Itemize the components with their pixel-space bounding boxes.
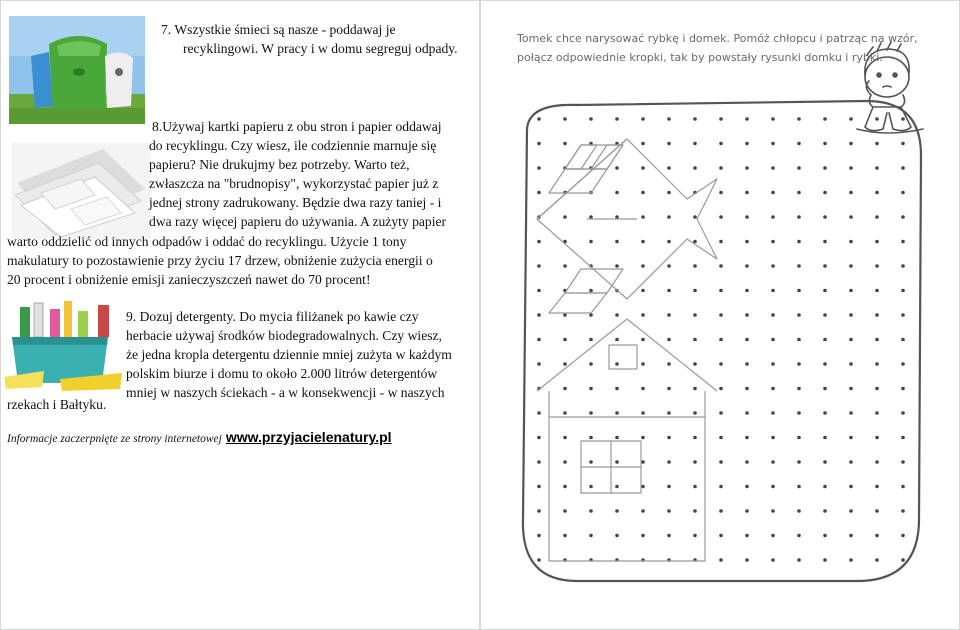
grid-dot: [745, 215, 749, 219]
grid-dot: [693, 460, 697, 464]
grid-dot: [771, 362, 775, 366]
grid-dot: [615, 460, 619, 464]
tip9-line-6: rzekach i Bałtyku.: [7, 397, 107, 412]
grid-dot: [537, 191, 541, 195]
grid-dot: [771, 411, 775, 415]
grid-dot: [797, 240, 801, 244]
grid-dot: [901, 509, 905, 513]
grid-dot: [641, 387, 645, 391]
grid-dot: [849, 264, 853, 268]
grid-dot: [667, 485, 671, 489]
tip8-line-3: papieru? Nie drukujmy bez potrzeby. Warto też,: [149, 157, 410, 172]
grid-dot: [615, 240, 619, 244]
grid-dot: [537, 558, 541, 562]
grid-dot: [667, 289, 671, 293]
grid-dot: [875, 289, 879, 293]
grid-dot: [745, 166, 749, 170]
grid-dot: [771, 166, 775, 170]
grid-dot: [641, 289, 645, 293]
grid-dot: [693, 509, 697, 513]
grid-dot: [667, 509, 671, 513]
tip8-line-6: dwa razy więcej papieru do używania. A zużyty papier: [149, 214, 447, 229]
grid-dot: [563, 534, 567, 538]
grid-dot: [693, 289, 697, 293]
grid-dot: [901, 117, 905, 121]
grid-dot: [797, 436, 801, 440]
grid-dot: [563, 485, 567, 489]
grid-dot: [797, 215, 801, 219]
grid-dot: [719, 485, 723, 489]
grid-dot: [589, 411, 593, 415]
grid-dot: [745, 460, 749, 464]
grid-dot: [563, 264, 567, 268]
grid-dot: [693, 436, 697, 440]
grid-dot: [589, 313, 593, 317]
grid-dot: [797, 460, 801, 464]
grid-dot: [615, 191, 619, 195]
grid-dot: [901, 142, 905, 146]
grid-dot: [797, 411, 801, 415]
grid-dot: [693, 338, 697, 342]
grid-dot: [537, 509, 541, 513]
source-credit: [7, 429, 392, 447]
grid-dot: [719, 191, 723, 195]
grid-dot: [823, 362, 827, 366]
grid-dot: [537, 240, 541, 244]
grid-dot: [667, 338, 671, 342]
grid-dot: [901, 485, 905, 489]
grid-dot: [875, 436, 879, 440]
grid-dot: [875, 387, 879, 391]
grid-dot: [745, 240, 749, 244]
grid-dot: [875, 117, 879, 121]
dot-grid-worksheet: [517, 99, 927, 585]
grid-dot: [901, 558, 905, 562]
grid-dot: [849, 166, 853, 170]
grid-dot: [849, 362, 853, 366]
grid-dot: [823, 240, 827, 244]
grid-dot: [615, 362, 619, 366]
grid-dot: [745, 362, 749, 366]
grid-dot: [589, 240, 593, 244]
grid-dot: [745, 289, 749, 293]
grid-dot: [823, 191, 827, 195]
grid-dot: [875, 485, 879, 489]
grid-dot: [875, 338, 879, 342]
grid-dot: [823, 558, 827, 562]
grid-dot: [615, 338, 619, 342]
grid-dot: [589, 485, 593, 489]
grid-dot: [745, 264, 749, 268]
grid-dot: [823, 338, 827, 342]
grid-dot: [823, 313, 827, 317]
grid-dot: [563, 387, 567, 391]
grid-dot: [823, 509, 827, 513]
grid-dot: [719, 264, 723, 268]
grid-dot: [719, 411, 723, 415]
grid-dot: [901, 240, 905, 244]
grid-dot: [641, 166, 645, 170]
grid-dot: [875, 166, 879, 170]
grid-dot: [745, 142, 749, 146]
grid-dot: [589, 387, 593, 391]
grid-dot: [667, 215, 671, 219]
grid-dot: [563, 117, 567, 121]
grid-dot: [771, 509, 775, 513]
grid-dot: [589, 338, 593, 342]
grid-dot: [745, 534, 749, 538]
grid-dot: [667, 166, 671, 170]
grid-dot: [745, 485, 749, 489]
grid-dot: [901, 362, 905, 366]
grid-dot: [693, 166, 697, 170]
grid-dot: [563, 215, 567, 219]
grid-dot: [823, 387, 827, 391]
grid-dot: [797, 142, 801, 146]
grid-dot: [719, 313, 723, 317]
grid-dot: [849, 240, 853, 244]
grid-dot: [771, 289, 775, 293]
grid-dot: [797, 264, 801, 268]
grid-dot: [901, 289, 905, 293]
grid-dot: [719, 534, 723, 538]
grid-dot: [537, 142, 541, 146]
grid-dot: [875, 191, 879, 195]
grid-dot: [693, 264, 697, 268]
grid-dot: [875, 411, 879, 415]
grid-dot: [771, 534, 775, 538]
grid-dot: [745, 558, 749, 562]
grid-dot: [641, 460, 645, 464]
grid-dot: [797, 313, 801, 317]
tip8-line-9: 20 procent i obniżenie emisji zanieczyszczeń nawet do 70 procent!: [7, 272, 371, 287]
grid-dot: [901, 215, 905, 219]
tip8-line-2: do recyklingu. Czy wiesz, ile codziennie marnuje się: [149, 138, 437, 153]
grid-dot: [537, 534, 541, 538]
grid-dot: [771, 485, 775, 489]
grid-dot: [901, 436, 905, 440]
grid-dot: [823, 215, 827, 219]
grid-dot: [719, 509, 723, 513]
grid-dot: [771, 460, 775, 464]
grid-dot: [745, 436, 749, 440]
tip8-line-8: makulatury to pozostawienie przy życiu 17 drzew, obniżenie zużycia energii o: [7, 253, 433, 268]
grid-dot: [771, 117, 775, 121]
fish-drawing: [537, 139, 717, 313]
grid-dot: [667, 362, 671, 366]
tip7-line-1: 7. Wszystkie śmieci są nasze - poddawaj je: [161, 22, 396, 37]
grid-dot: [901, 387, 905, 391]
tip9-line-5: mniej w naszych ściekach - a w konsekwencji - w naszych: [126, 385, 445, 400]
grid-dot: [537, 485, 541, 489]
grid-dot: [537, 411, 541, 415]
grid-dot: [875, 509, 879, 513]
grid-dot: [589, 362, 593, 366]
grid-dot: [849, 289, 853, 293]
grid-dot: [771, 436, 775, 440]
grid-dot: [745, 117, 749, 121]
instruction-line-1: Tomek chce narysować rybkę i domek. Pomóż chłopcu i patrząc na wzór,: [517, 32, 918, 45]
paper-stack-photo: [11, 143, 151, 239]
grid-dot: [797, 338, 801, 342]
grid-dot: [719, 215, 723, 219]
grid-dot: [823, 411, 827, 415]
grid-dot: [641, 338, 645, 342]
grid-dot: [615, 166, 619, 170]
recycling-bins-photo: [9, 16, 145, 124]
grid-dot: [641, 117, 645, 121]
tip8-line-7: warto oddzielić od innych odpadów i oddać do recyklingu. Użycie 1 tony: [7, 234, 407, 249]
grid-dot: [875, 264, 879, 268]
grid-dot: [537, 264, 541, 268]
grid-dot: [745, 313, 749, 317]
grid-dot: [797, 117, 801, 121]
grid-dot: [641, 313, 645, 317]
grid-dot: [849, 117, 853, 121]
grid-dot: [719, 436, 723, 440]
grid-dot: [823, 289, 827, 293]
grid-dot: [797, 387, 801, 391]
grid-dot: [719, 338, 723, 342]
grid-dot: [849, 142, 853, 146]
grid-dot: [771, 264, 775, 268]
grid-dot: [745, 191, 749, 195]
grid-dot: [589, 534, 593, 538]
grid-dot: [771, 191, 775, 195]
grid-dot: [615, 534, 619, 538]
grid-dot: [719, 362, 723, 366]
grid-dot: [693, 485, 697, 489]
grid-dot: [641, 264, 645, 268]
grid-dot: [745, 387, 749, 391]
grid-dot: [875, 142, 879, 146]
grid-dot: [719, 166, 723, 170]
grid-dot: [771, 558, 775, 562]
grid-dot: [901, 264, 905, 268]
tip8-line-4: zwłaszcza na "brudnopisy", wykorzystać papier już z: [149, 176, 439, 191]
grid-dot: [849, 215, 853, 219]
grid-dot: [849, 436, 853, 440]
grid-dot: [823, 117, 827, 121]
grid-dot: [719, 142, 723, 146]
grid-dot: [615, 117, 619, 121]
grid-dot: [823, 485, 827, 489]
grid-dot: [563, 338, 567, 342]
grid-dot: [563, 460, 567, 464]
grid-dot: [719, 460, 723, 464]
grid-dot: [901, 460, 905, 464]
grid-dot: [771, 338, 775, 342]
grid-dot: [537, 460, 541, 464]
grid-dot: [823, 534, 827, 538]
grid-dot: [745, 411, 749, 415]
grid-dot: [823, 460, 827, 464]
grid-dot: [667, 436, 671, 440]
grid-dot: [901, 313, 905, 317]
grid-dot: [641, 534, 645, 538]
grid-dot: [797, 289, 801, 293]
grid-dot: [537, 338, 541, 342]
grid-dot: [667, 264, 671, 268]
source-link[interactable]: www.przyjacielenatury.pl: [225, 429, 392, 445]
grid-dot: [641, 411, 645, 415]
grid-dot: [667, 460, 671, 464]
grid-dot: [797, 485, 801, 489]
grid-dot: [667, 191, 671, 195]
grid-dot: [771, 387, 775, 391]
grid-dot: [849, 338, 853, 342]
grid-dot: [589, 289, 593, 293]
grid-dot: [667, 387, 671, 391]
grid-dot: [615, 387, 619, 391]
grid-dot: [667, 117, 671, 121]
grid-dot: [719, 117, 723, 121]
dot-grid: [537, 117, 905, 562]
grid-dot: [641, 191, 645, 195]
grid-dot: [537, 289, 541, 293]
grid-dot: [641, 485, 645, 489]
grid-dot: [589, 436, 593, 440]
grid-dot: [901, 534, 905, 538]
house-drawing: [537, 319, 717, 561]
grid-dot: [537, 166, 541, 170]
grid-dot: [797, 534, 801, 538]
grid-dot: [589, 460, 593, 464]
grid-dot: [719, 240, 723, 244]
grid-dot: [563, 509, 567, 513]
grid-dot: [823, 142, 827, 146]
grid-dot: [641, 509, 645, 513]
grid-dot: [901, 411, 905, 415]
grid-dot: [615, 313, 619, 317]
grid-dot: [719, 289, 723, 293]
grid-dot: [563, 362, 567, 366]
tip9-line-3: że jedna kropla detergentu dziennie mniej zużyta w każdym: [126, 347, 452, 362]
grid-dot: [797, 191, 801, 195]
grid-dot: [667, 411, 671, 415]
grid-dot: [589, 117, 593, 121]
tip9-line-2: herbacie używaj środków biodegradowalnych. Czy wiesz,: [126, 328, 442, 343]
grid-dot: [563, 313, 567, 317]
grid-dot: [901, 338, 905, 342]
grid-dot: [745, 509, 749, 513]
grid-dot: [823, 264, 827, 268]
grid-dot: [641, 142, 645, 146]
tip8-line-5: jednej strony zadrukowany. Będzie dwa razy taniej - i: [149, 195, 442, 210]
grid-dot: [615, 264, 619, 268]
grid-dot: [849, 485, 853, 489]
grid-dot: [875, 313, 879, 317]
grid-dot: [693, 362, 697, 366]
grid-dot: [901, 166, 905, 170]
grid-dot: [719, 387, 723, 391]
instruction-line-2: połącz odpowiednie kropki, tak by powstały rysunki domku i rybki.: [517, 51, 883, 64]
grid-dot: [849, 313, 853, 317]
grid-dot: [849, 191, 853, 195]
grid-dot: [693, 240, 697, 244]
grid-dot: [875, 215, 879, 219]
tip7-line-2: recyklingowi. W pracy i w domu segreguj odpady.: [183, 41, 458, 56]
right-page: [480, 0, 960, 630]
grid-dot: [693, 313, 697, 317]
grid-dot: [797, 509, 801, 513]
grid-dot: [771, 142, 775, 146]
grid-dot: [615, 485, 619, 489]
grid-dot: [589, 215, 593, 219]
grid-dot: [823, 436, 827, 440]
grid-dot: [771, 240, 775, 244]
grid-dot: [771, 215, 775, 219]
grid-dot: [693, 215, 697, 219]
grid-dot: [641, 362, 645, 366]
grid-dot: [693, 117, 697, 121]
grid-dot: [849, 509, 853, 513]
grid-dot: [719, 558, 723, 562]
grid-dot: [537, 313, 541, 317]
grid-dot: [875, 534, 879, 538]
grid-dot: [615, 509, 619, 513]
grid-dot: [641, 215, 645, 219]
credit-label: Informacje zaczerpnięte ze strony internetowej: [7, 433, 222, 445]
tip9-line-1: 9. Dozuj detergenty. Do mycia filiżanek po kawie czy: [126, 309, 419, 324]
cleaning-basket-photo: [4, 299, 124, 391]
grid-dot: [797, 362, 801, 366]
grid-dot: [667, 142, 671, 146]
tip8-line-1: 8.Używaj kartki papieru z obu stron i papier oddawaj: [152, 119, 442, 134]
grid-dot: [563, 142, 567, 146]
grid-dot: [537, 436, 541, 440]
grid-dot: [771, 313, 775, 317]
grid-dot: [693, 387, 697, 391]
grid-dot: [693, 534, 697, 538]
grid-dot: [693, 411, 697, 415]
grid-dot: [745, 338, 749, 342]
grid-dot: [797, 558, 801, 562]
grid-dot: [563, 436, 567, 440]
grid-dot: [615, 411, 619, 415]
grid-dot: [667, 240, 671, 244]
grid-dot: [615, 215, 619, 219]
grid-dot: [667, 534, 671, 538]
grid-dot: [875, 558, 879, 562]
grid-dot: [667, 313, 671, 317]
grid-dot: [641, 240, 645, 244]
tip9-line-4: polskim biurze i domu to około 2.000 litrów detergentów: [126, 366, 438, 381]
grid-dot: [849, 387, 853, 391]
grid-dot: [849, 411, 853, 415]
grid-dot: [849, 534, 853, 538]
grid-dot: [849, 558, 853, 562]
grid-dot: [901, 191, 905, 195]
grid-dot: [615, 436, 619, 440]
grid-dot: [563, 411, 567, 415]
grid-dot: [641, 436, 645, 440]
grid-dot: [875, 240, 879, 244]
grid-dot: [849, 460, 853, 464]
grid-dot: [537, 362, 541, 366]
grid-dot: [823, 166, 827, 170]
grid-dot: [589, 509, 593, 513]
grid-dot: [537, 117, 541, 121]
grid-dot: [693, 142, 697, 146]
grid-dot: [875, 460, 879, 464]
grid-dot: [875, 362, 879, 366]
grid-dot: [797, 166, 801, 170]
